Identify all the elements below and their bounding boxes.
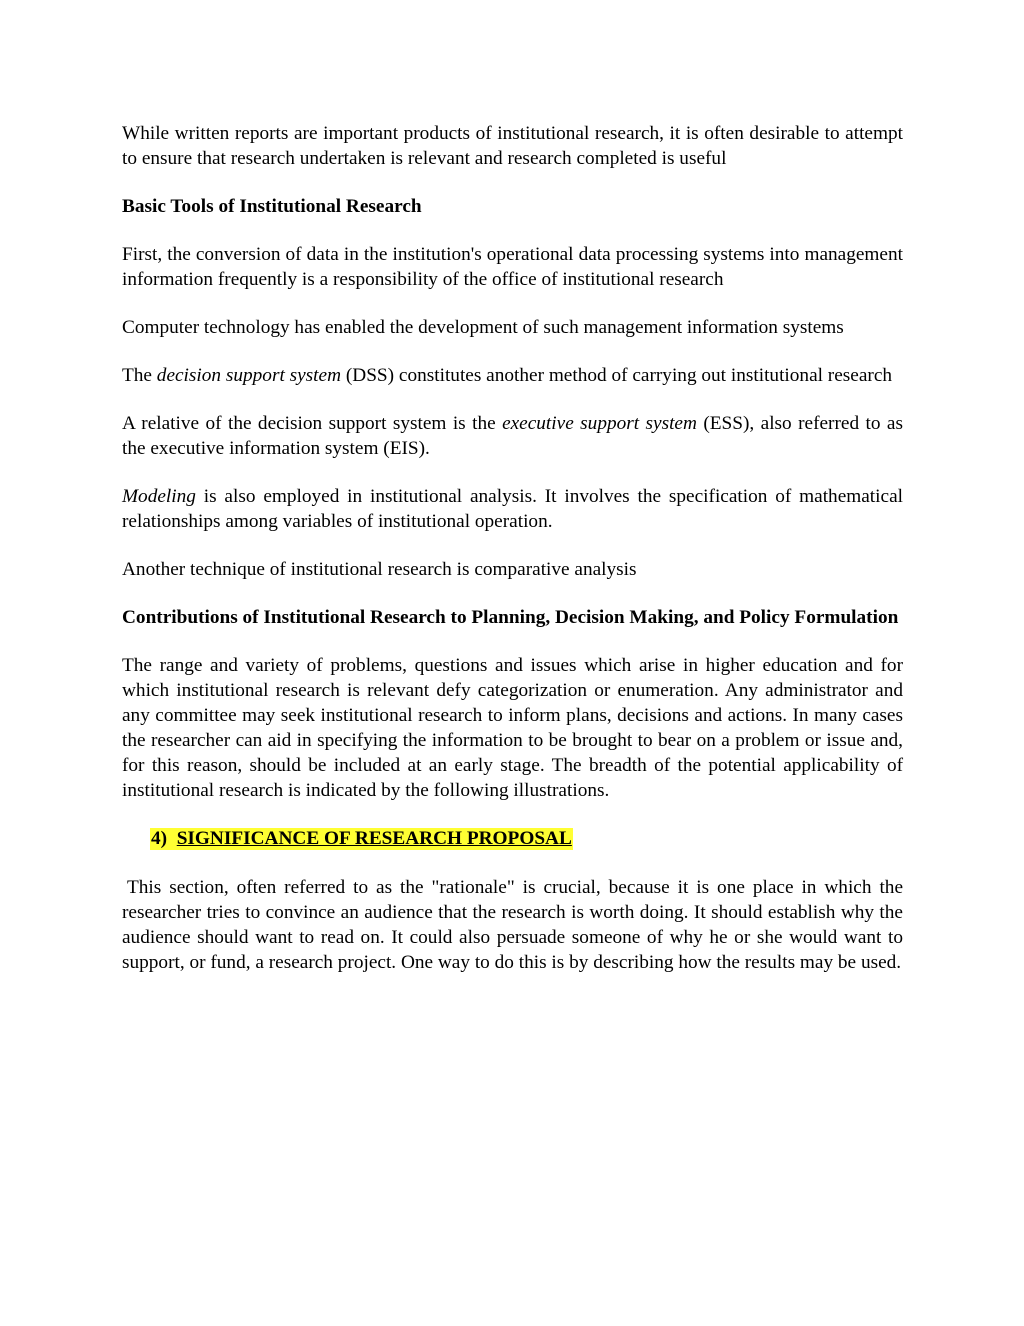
heading-basic-tools: Basic Tools of Institutional Research — [122, 196, 422, 217]
text-segment: (DSS) constitutes another method of carrying out institutional research — [341, 365, 893, 386]
paragraph-modeling — [122, 484, 903, 534]
paragraph-data-conversion: First, the conversion of data in the institution's operational data processing systems into management information frequently is a responsibility of the office of institutional research — [122, 244, 903, 290]
heading-significance — [150, 826, 903, 851]
paragraph-written-reports: While written reports are important products of institutional research, it is often desirable to attempt to ensure that research undertaken is relevant and research completed is useful — [122, 123, 903, 169]
heading-number: 4) — [151, 828, 168, 849]
italic-term-ess: executive support system — [502, 413, 697, 434]
text-segment: is also employed in institutional analysis. It involves the specification of mathematical relationships among variables of institutional operation. — [122, 486, 903, 532]
italic-term-modeling: Modeling — [122, 486, 196, 507]
text-segment: (ESS), also referred to as the executive information system (EIS). — [122, 413, 903, 459]
highlighted-heading — [150, 828, 573, 850]
paragraph-range-variety: The range and variety of problems, questions and issues which arise in higher education and for which institutional research is relevant defy categorization or enumeration. Any administrator and any committee may seek institutional research to inform plans, decisions and actions. In many cases the researcher can aid in specifying the information to be brought to bear on a problem or issue and, for this reason, should be included at an early stage. The breadth of the potential applicability of institutional research is indicated by the following illustrations. — [122, 655, 903, 801]
italic-term-dss: decision support system — [156, 365, 342, 386]
paragraph-computer-technology: Computer technology has enabled the development of such management information systems — [122, 317, 844, 338]
paragraph-rationale — [122, 875, 903, 975]
paragraph-comparative-analysis: Another technique of institutional research is comparative analysis — [122, 559, 637, 580]
document-page — [122, 121, 903, 998]
heading-contributions: Contributions of Institutional Research to Planning, Decision Making, and Policy Formulation — [122, 607, 899, 628]
paragraph-executive-support-system — [122, 411, 903, 461]
paragraph-decision-support-system — [122, 363, 903, 388]
text-segment: This section, often referred to as the "rationale" is crucial, because it is one place in which the researcher tries to convince an audience that the research is worth doing. It should establish why the audience should want to read on. It could also persuade someone of why he or she would want to support, or fund, a research project. One way to do this is by describing how the results may be used. — [122, 877, 903, 973]
heading-title: SIGNIFICANCE OF RESEARCH PROPOSAL — [176, 828, 572, 849]
text-segment: A relative of the decision support system is the — [122, 413, 503, 434]
text-segment: The — [122, 365, 157, 386]
